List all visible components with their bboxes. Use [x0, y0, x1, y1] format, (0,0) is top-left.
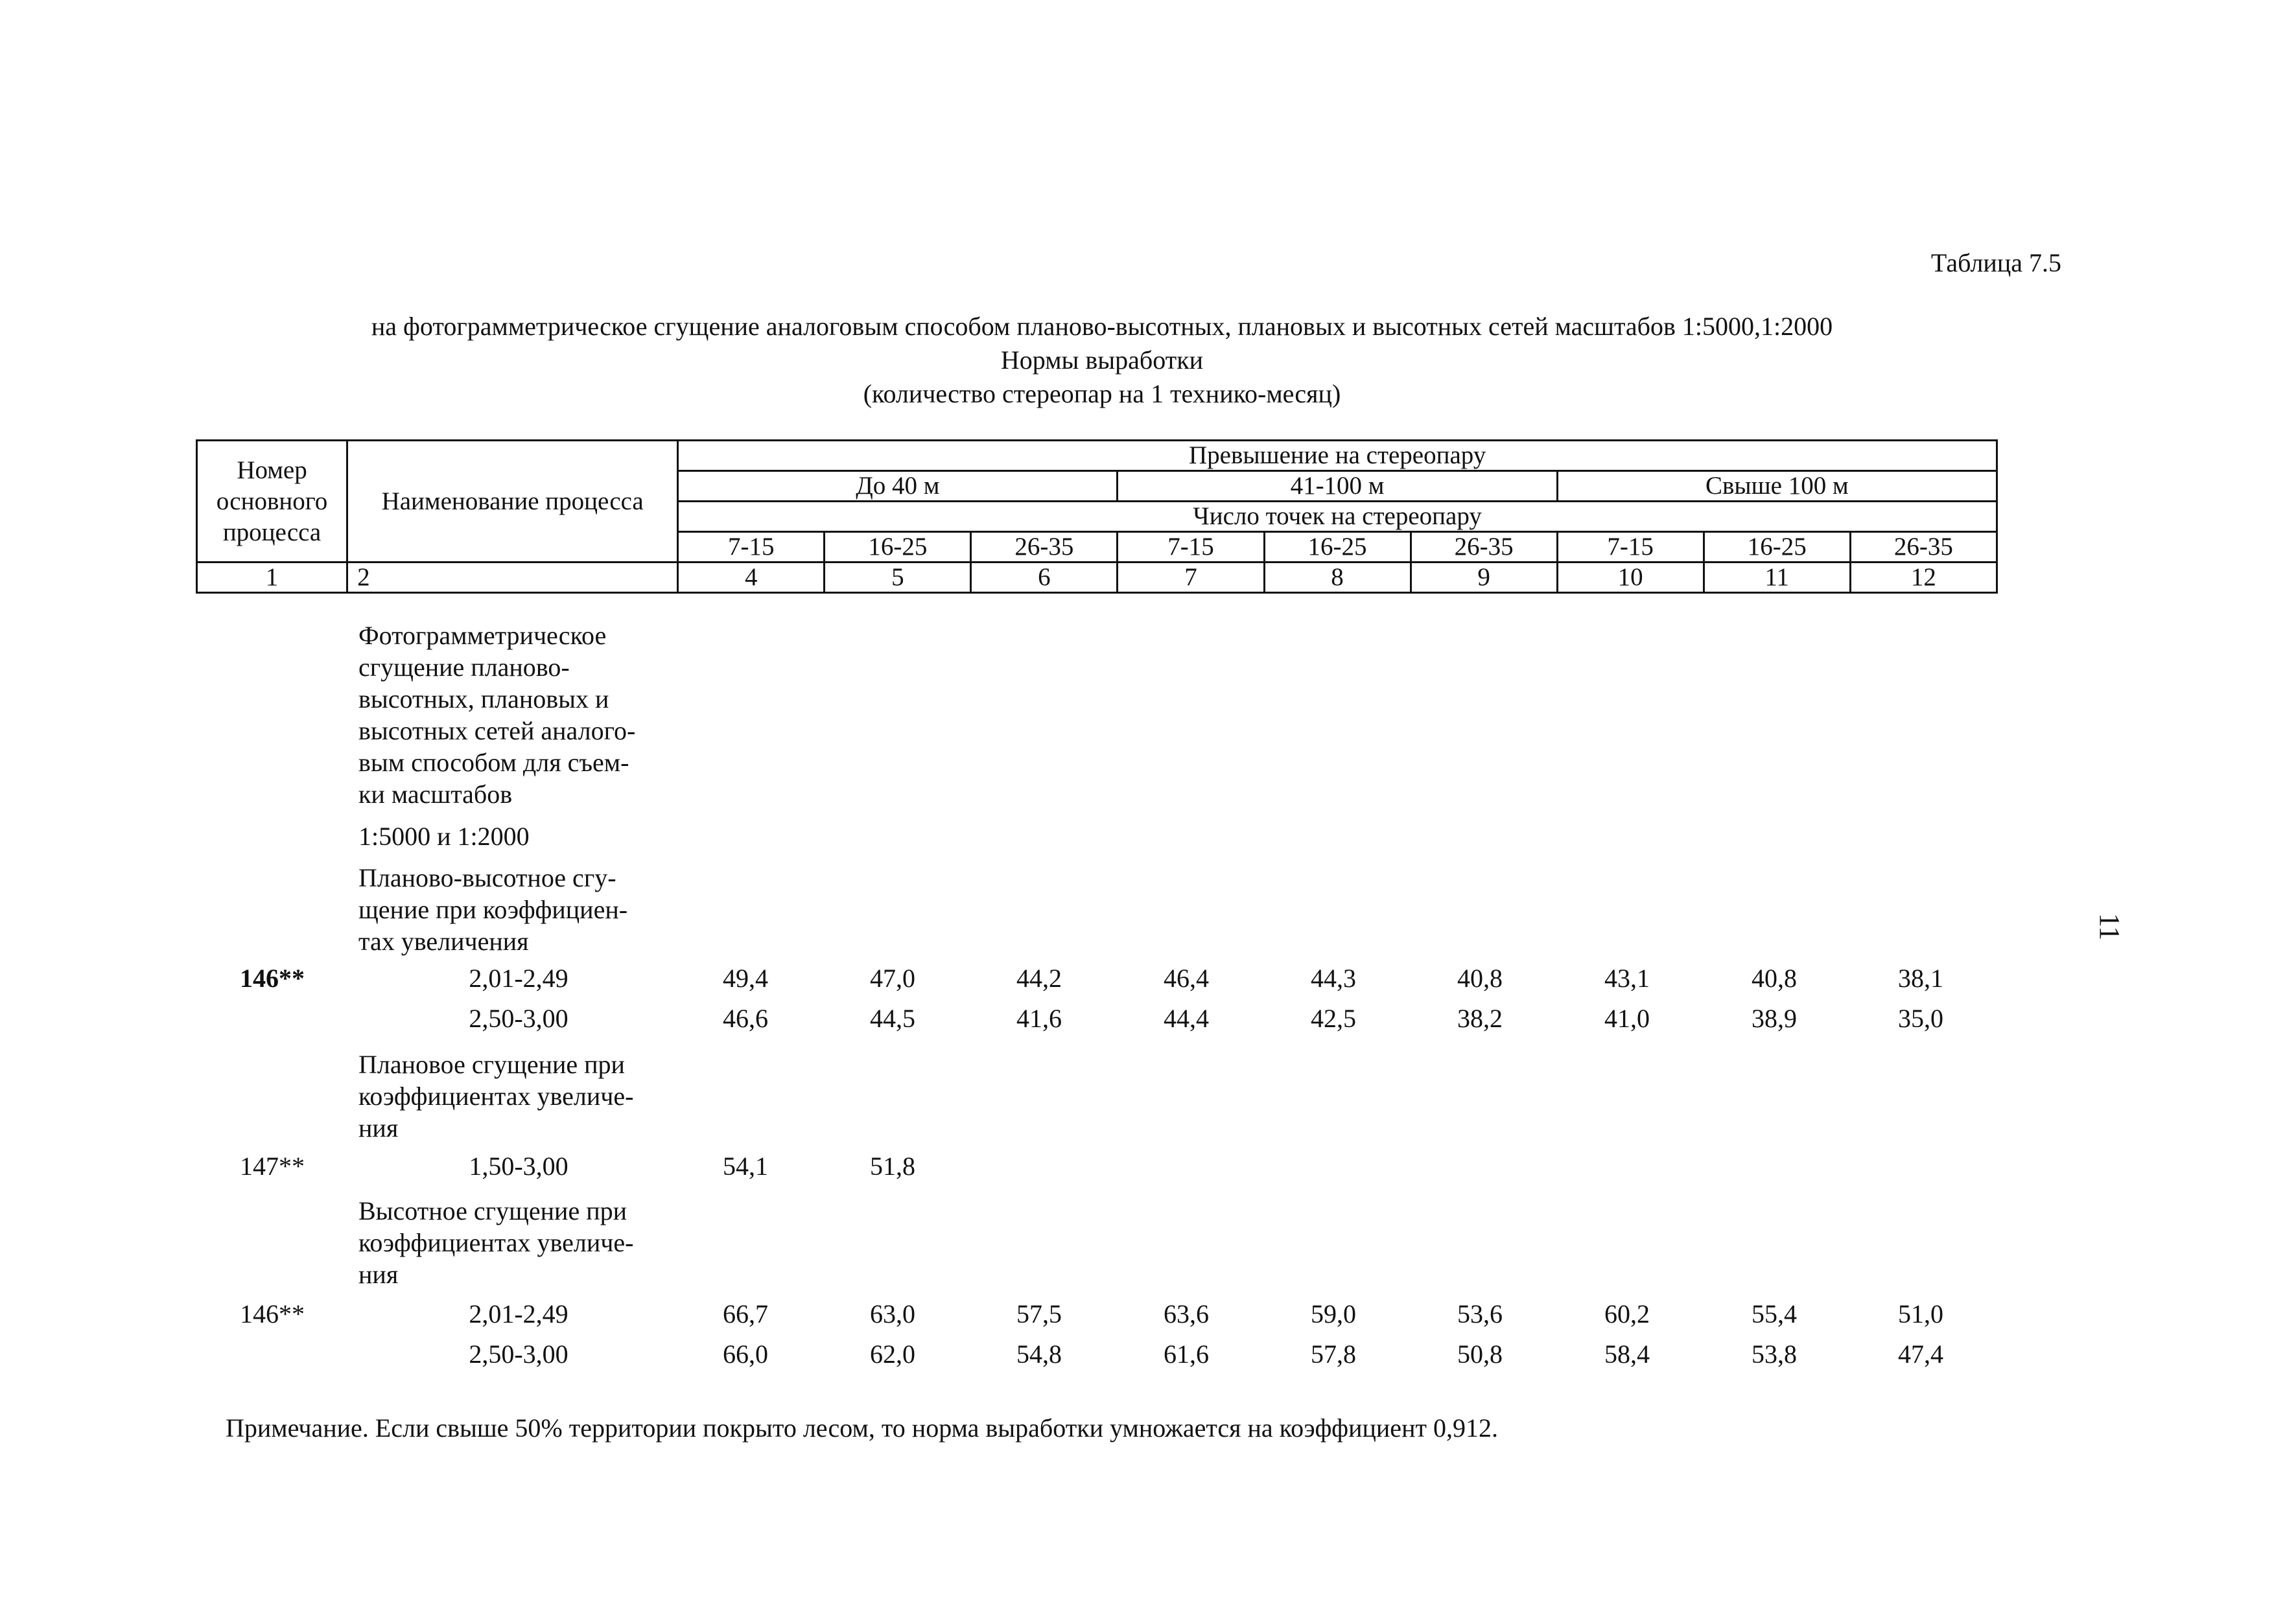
norm-value: 38,2 [1457, 1004, 1503, 1033]
norm-value: 66,7 [723, 1299, 768, 1328]
coefficient-range: 2,01-2,49 [469, 1299, 568, 1328]
column-number: 1 [197, 563, 347, 593]
column-number: 4 [678, 563, 825, 593]
norm-value: 51,0 [1898, 1299, 1943, 1328]
column-number: 7 [1118, 563, 1264, 593]
norm-value: 58,4 [1604, 1340, 1650, 1369]
section-heading-line: Планово-высотное сгу- [358, 863, 616, 892]
header-point-range: 16-25 [825, 532, 971, 563]
column-number: 5 [825, 563, 971, 593]
header-range-3: Свыше 100 м [1557, 471, 1997, 502]
footnote: Примечание. Если свыше 50% территории покрыто лесом, то норма выработки умножается на коэффициент 0,912. [226, 1413, 1498, 1443]
header-table [196, 439, 1998, 594]
header-point-range: 16-25 [1264, 532, 1411, 563]
table-title-line-3: (количество стереопар на 1 технико-месяц) [863, 379, 1341, 408]
norm-value: 44,3 [1311, 964, 1356, 993]
header-points: Число точек на стереопару [678, 502, 1997, 532]
coefficient-range: 2,01-2,49 [469, 964, 568, 993]
norm-value: 38,9 [1752, 1004, 1797, 1033]
table-title-line-2: Нормы выработки [1000, 345, 1204, 375]
intro-scales: 1:5000 и 1:2000 [358, 822, 530, 851]
norm-value: 47,4 [1898, 1340, 1943, 1369]
norm-value: 53,8 [1752, 1340, 1797, 1369]
coefficient-range: 2,50-3,00 [469, 1340, 568, 1369]
section-heading-line: Высотное сгущение при [358, 1196, 627, 1225]
column-number: 2 [347, 563, 678, 593]
section-heading-line: коэффициентах увеличе- [358, 1228, 634, 1257]
norm-value: 41,6 [1016, 1004, 1062, 1033]
norm-value: 42,5 [1311, 1004, 1356, 1033]
norm-value: 44,4 [1164, 1004, 1209, 1033]
section-heading-line: ния [358, 1113, 399, 1143]
header-point-range: 26-35 [971, 532, 1118, 563]
header-point-range: 26-35 [1411, 532, 1557, 563]
norm-value: 57,5 [1016, 1299, 1062, 1328]
norm-value: 57,8 [1311, 1340, 1356, 1369]
norm-value: 44,2 [1016, 964, 1062, 993]
header-point-range: 7-15 [1118, 532, 1264, 563]
section-heading-line: тах увеличения [358, 927, 529, 956]
norm-value: 44,5 [870, 1004, 915, 1033]
norm-value: 63,6 [1164, 1299, 1209, 1328]
table-tag: Таблица 7.5 [1930, 248, 2061, 277]
page-number: 11 [2094, 912, 2126, 941]
header-point-range: 7-15 [678, 532, 825, 563]
norm-value: 60,2 [1604, 1299, 1650, 1328]
norm-value: 46,6 [723, 1004, 768, 1033]
column-number: 9 [1411, 563, 1557, 593]
process-number: 146** [240, 964, 305, 993]
norm-value: 35,0 [1898, 1004, 1943, 1033]
norm-value: 43,1 [1604, 964, 1650, 993]
section-heading-line: Плановое сгущение при [358, 1050, 625, 1079]
intro-line: Фотограмметрическое [358, 621, 607, 650]
norm-value: 55,4 [1752, 1299, 1797, 1328]
norm-value: 62,0 [870, 1340, 915, 1369]
header-point-range: 26-35 [1850, 532, 1997, 563]
norm-value: 54,8 [1016, 1340, 1062, 1369]
norm-value: 53,6 [1457, 1299, 1503, 1328]
section-heading [358, 1049, 683, 1144]
column-number: 11 [1704, 563, 1850, 593]
process-number: 147** [240, 1152, 305, 1181]
header-excess: Превышение на стереопару [678, 441, 1997, 471]
header-point-range: 7-15 [1557, 532, 1704, 563]
table-title-line-1: на фотограмметрическое сгущение аналоговым способом планово-высотных, плановых и высотных сетей масштабов 1:5000,1:2000 [371, 312, 1833, 341]
intro-line: сгущение планово- [358, 653, 570, 682]
coefficient-range: 1,50-3,00 [469, 1152, 568, 1181]
norm-value: 47,0 [870, 964, 915, 993]
header-range-2: 41-100 м [1118, 471, 1557, 502]
header-range-1: До 40 м [678, 471, 1118, 502]
norm-value: 61,6 [1164, 1340, 1209, 1369]
header-point-range: 16-25 [1704, 532, 1850, 563]
section-heading [358, 1195, 683, 1290]
norm-value: 66,0 [723, 1340, 768, 1369]
norm-value: 46,4 [1164, 964, 1209, 993]
column-number: 10 [1557, 563, 1704, 593]
intro-line: вым способом для съем- [358, 748, 629, 777]
section-heading-line: щение при коэффициен- [358, 895, 628, 924]
column-number: 12 [1850, 563, 1997, 593]
norm-value: 41,0 [1604, 1004, 1650, 1033]
intro-line: ки масштабов [358, 780, 513, 809]
intro-line: высотных, плановых и [358, 684, 609, 713]
column-number: 6 [971, 563, 1118, 593]
norm-value: 40,8 [1752, 964, 1797, 993]
section-heading [358, 862, 683, 957]
norm-value: 38,1 [1898, 964, 1943, 993]
norm-value: 59,0 [1311, 1299, 1356, 1328]
norm-value: 50,8 [1457, 1340, 1503, 1369]
header-process-number: Номер основного процесса [197, 441, 347, 563]
norm-value: 40,8 [1457, 964, 1503, 993]
section-heading-line: ния [358, 1260, 399, 1289]
intro-line: высотных сетей аналого- [358, 716, 636, 745]
norm-value: 63,0 [870, 1299, 915, 1328]
norm-value: 49,4 [723, 964, 768, 993]
column-number: 8 [1264, 563, 1411, 593]
process-number: 146** [240, 1299, 305, 1328]
norm-value: 54,1 [723, 1152, 768, 1181]
header-process-name: Наименование процесса [347, 441, 678, 563]
intro-text [358, 620, 683, 810]
norm-value: 51,8 [870, 1152, 915, 1181]
coefficient-range: 2,50-3,00 [469, 1004, 568, 1033]
section-heading-line: коэффициентах увеличе- [358, 1082, 634, 1111]
